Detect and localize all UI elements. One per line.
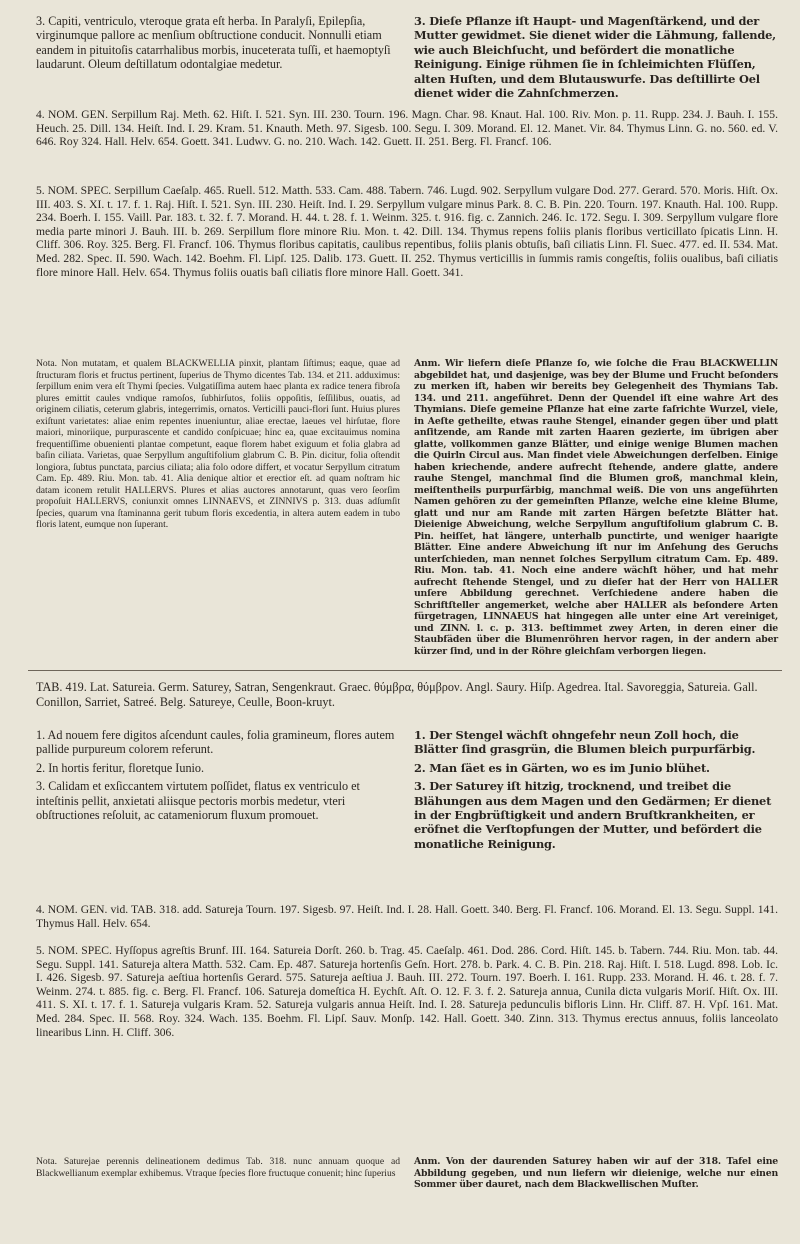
satureia-german-item-1: 1. Der Stengel wächſt ohngefehr neun Zoll hoch, die Blätter ſind grasgrün, die Blumen bleich purpurfärbig. — [414, 728, 756, 757]
satureia-nom-spec: 5. NOM. SPEC. Hyſſopus agreſtis Brunf. III. 164. Satureia Dorſt. 260. b. Trag. 45. Caeſalp. 461. Dod. 286. Cord. Hiſt. 145. b. Tabern. 744. Riu. Mon. tab. 44. Segu. Suppl. 141. Satureja altera Matth. 532. Cam. Ep. 487. Satureja hortenſis Geſn. Hort. 278. b. Park. 4. C. B. Pin. 218. Raj. Hiſt. I. 518. Lugd. 898. Lob. Ic. I. 426. Sigesb. 97. Satureja aeſtiua hortenſis Gerard. 575. Satureja aeſtiua J. Bauh. III. 272. Tourn. 197. Boerh. I. 161. Rupp. 233. Morand. H. 46. t. 28. f. 7. Weinm. 274. t. 885. fig. c. Berg. Fl. Francf. 106. Satureja domeſtica H. Eychſt. Aſt. O. 12. F. 3. f. 2. Satureja annua, Cunila dicta vulgaris Moriſ. Hiſt. Ox. III. 411. S. XI. t. 17. f. 1. Satureja vulgaris Kram. 52. Satureja vulgaris annua Heiſt. Ind. I. 28. Satureja pedunculis bifloris Linn. Hr. Cliff. 87. H. Vpſ. 161. Mat. Med. 284. Spec. II. 568. Roy. 324. Wach. 135. Boehm. Fl. Lipſ. Sauv. Monſp. 142. Hall. Goett. 340. Zinn. 313. Thymus erectus annuus, foliis lanceolato linearibus Linn. H. Cliff. 306. — [36, 944, 778, 1039]
serpyllum-nom-gen: 4. NOM. GEN. Serpillum Raj. Meth. 62. Hiſt. I. 521. Syn. III. 230. Tourn. 196. Magn. Char. 98. Knaut. Hal. 100. Riv. Mon. p. 11. Rupp. 234. J. Bauh. I. 155. Heuch. 25. Dill. 134. Heiſt. Ind. I. 29. Kram. 51. Knauth. Meth. 97. Sigesb. 100. Segu. I. 309. Morand. El. 12. Manet. Vir. 84. Thymus Linn. G. no. 560. ed. V. 646. Roy 324. Hall. Helv. 654. Goett. 341. Ludwv. G. no. 210. Wach. 142. Guett. II. 251. Berg. Fl. Francf. 106. — [36, 108, 778, 149]
satureia-latin-item-3: 3. Calidam et exſiccantem virtutem poſſidet, flatus ex ventriculo et inteſtinis pellit, anxietati aliisque pectoris morbis medetur, vteri obſtructiones reſoluit, ac catameniorum fluxum promouet. — [36, 779, 360, 823]
satureia-table-heading: TAB. 419. Lat. Satureia. Germ. Saturey, Satran, Sengenkraut. Graec. θύμβρα, θύμβρον. Angl. Saury. Hiſp. Agedrea. Ital. Savoreggia, Satureia. Gall. Conillon, Sarriet, Satreé. Belg. Satureye, Ceulle, Boon-kruyt. — [36, 680, 758, 709]
satureia-german-description — [414, 728, 778, 855]
satureia-latin-description — [36, 728, 400, 855]
satureia-latin-item-2: 2. In hortis feritur, floretque Iunio. — [36, 760, 205, 775]
serpyllum-anmerkung-german: Anm. Wir liefern dieſe Pflanze ſo, wie ſolche die Frau BLACKWELLIN abgebildet hat, und dasjenige, was bey der Blume und Frucht beſonders zu merken iſt, haben wir bereits bey Gelegenheit des Thymians Tab. 134. und 211. angeführet. Denn der Quendel iſt eine wahre Art des Thymians. Dieſe gemeine Pflanze hat eine zarte faſrichte Wurzel, viele, in Aeſte getheilte, etwas rauhe Stengel, einander gegen über und platt anſitzende, am Rande mit zarten Haaren gezierte, im übrigen aber glatte, vollkommen ganze Blätter, und einige wenige Blumen machen die Quirln Circul aus. Man findet viele Abweichungen derſelben. Einige haben kriechende, andere aufrecht ſtehende, andere glatte, andere rauhe Stengel, manchmal ſind die Blumen groß, manchmal klein, meiſtentheils purpurfärbig, manchmal weiß. Die von uns angeführten Namen gehören zu der gemeinſten Pflanze, welche eine kleine Blume, glatt und nur am Rande mit zarten Härgen beſetzte Blätter hat. Dieienige Abweichung, welche Serpyllum anguſtifolium glabrum C. B. Pin. heiſſet, hat längere, unterhalb punctirte, und weniger haarigte Blätter. Eine andere Abweichung iſt nur im Anſehung des Geruchs unterſchieden, man nennet ſolches Serpyllum citratum Cam. Ep. 489. Riu. Mon. tab. 41. Noch eine andere wächſt höher, und hat mehr aufrecht ſtehende Stengel, und zu dieſer hat der Herr von HALLER unſere Abbildung gerechnet. Verſchiedene andere haben die Schriftſteller angemerket, welche aber HALLER als beſondere Arten fürgetragen, LINNAEUS hat hingegen alle unter eine Art vereiniget, und ZINN. l. c. p. 313. beſtimmet zwey Arten, in deren einer die Staubfäden über die Blumenröhren hervor ragen, in der andern aber kürzer ſind, und in der Röhre gleichſam verborgen liegen. — [414, 358, 778, 657]
satureia-latin-item-1: 1. Ad nouem fere digitos aſcendunt caules, folia gramineum, flores autem pallide purpureum colorem referunt. — [36, 728, 395, 757]
satureia-description — [36, 728, 778, 855]
section-top-properties — [36, 14, 778, 100]
section-divider — [28, 670, 782, 671]
serpyllum-nom-spec: 5. NOM. SPEC. Serpillum Caeſalp. 465. Ruell. 512. Matth. 533. Cam. 488. Tabern. 746. Lugd. 902. Serpyllum vulgare Dod. 277. Gerard. 570. Moris. Hiſt. Ox. III. 403. S. XI. t. 17. f. 1. Raj. Hiſt. I. 521. Syn. III. 230. Heiſt. Ind. I. 29. Serpyllum vulgare minus Park. 8. C. B. Pin. 220. Tourn. 197. Knauth. Hal. 100. Rupp. 234. Boerh. I. 155. Vaill. Par. 183. t. 32. f. 7. Morand. H. 44. t. 28. f. 1. Weinm. 325. t. 916. fig. c. Zannich. 246. Ic. 172. Segu. I. 309. Serpyllum vulgare flore media parte minori J. Bauh. III. b. 269. Serpillum flore minore Riu. Mon. t. 42. Dill. 134. Thymus repens foliis planis floribus verticillato ſpicatis Linn. H. Cliff. 306. Roy. 325. Berg. Fl. Francf. 106. Thymus floribus capitatis, caulibus repentibus, foliis planis obtuſis, baſi ciliatis Linn. Fl. Suec. 477. ed. II. 534. Mat. Med. 282. Spec. II. 590. Wach. 142. Boehm. Fl. Lipſ. 125. Dalib. 173. Guett. II. 252. Thymus verticillis in ſummis ramis congeſtis, foliis oualibus, baſi ciliatis flore minore Hall. Helv. 654. Thymus foliis ouatis baſi ciliatis flore minore Hall. Goett. 341. — [36, 184, 778, 279]
satureia-nom-gen: 4. NOM. GEN. vid. TAB. 318. add. Satureja Tourn. 197. Sigesb. 97. Heiſt. Ind. I. 28. Hall. Goett. 340. Berg. Fl. Francf. 106. Morand. El. 13. Segu. Suppl. 141. Thymus Hall. Helv. 654. — [36, 903, 778, 930]
serpyllum-notes — [36, 358, 778, 657]
satureia-notes — [36, 1156, 778, 1191]
satureia-german-item-2: 2. Man ſäet es in Gärten, wo es im Junio blühet. — [414, 760, 710, 775]
serpyllum-nota-latin: Nota. Non mutatam, et qualem BLACKWELLIA pinxit, plantam ſiſtimus; eaque, quae ad ſtructuram floris et fructus pertinent, ſuperius de Thymo dicentes Tab. 134. et 211. adduximus: ſerpillum enim vera eſt Thymi ſpecies. Vulgatiſſima autem haec planta ex radice tenera fibroſa plures emittit caules vndique ramoſos, ſubhirſutos, foliis oppoſitis, ſeſſilibus, ouatis, ad originem ciliatis, ceterum glabris, integerrimis, ornatos. Verticilli pauci-flori ſunt. Huius plures exiſtunt varietates: aliae enim repentes inueniuntur, aliae erectae, laeues vel hirſutae, flore maiori, minoriique, purpurascente et candido conſpicuae; hinc ea, quae excitauimus nomina frequentiſſime obuenienti plantae competunt, eaque florem habet exiguum et folia glabra ad baſin ciliata. Varietas, quae Serpyllum anguſtifolium glabrum C. B. Pin. dicitur, folia oſtendit longiora, ſubtus punctata, parcius ciliata; alia folo odore differt, et vocatur Serpyllum citratum Cam. Ep. 489. Riu. Mon. tab. 41. Alia denique altior et erectior eſt. ad quam noſtram hic datam iconem retulit HALLERVS. Plures et alias auctores annotarunt, quas vero ſeorſim propoſuit HALLERVS, coniunxit omnes LINNAEVS, et ZINNIVS p. 313. duas adſumſit ſpecies, quarum vna ſtaminanna gerit tubum floris excedentia, in altera autem eadem in tubo floris latent, eumque non ſuperant. — [36, 358, 400, 530]
satureia-german-item-3: 3. Der Saturey iſt hitzig, trocknend, und treibet die Blähungen aus dem Magen und den Gedärmen; Er dienet in der Engbrüſtigkeit und andern Bruſtkrankheiten, er eröfnet die Verſtopfungen der Mutter, und befördert die monatliche Reinigung. — [414, 779, 772, 851]
satureia-nota-latin: Nota. Saturejae perennis delineationem dedimus Tab. 318. nunc annuam quoque ad Blackwellianum exemplar exhibemus. Vtraque ſpecies flore fructuque conuenit; hinc ſuperius — [36, 1156, 400, 1179]
german-properties: 3. Dieſe Pflanze iſt Haupt- und Magenſtärkend, und der Mutter gewidmet. Sie dienet wider die Lähmung, fallende, wie auch Bleichſucht, und befördert die monatliche Reinigung. Einige rühmen ſie in ſchleimichten Flüſſen, alten Huſten, und dem Blutauswurfe. Das deſtillirte Oel dienet wider die Zahnſchmerzen. — [414, 14, 776, 101]
latin-properties: 3. Capiti, ventriculo, vteroque grata eſt herba. In Paralyſi, Epilepſia, virginumque pallore ac menſium obſtructione conducit. Nonnulli etiam eandem in pituitoſis catarrhalibus morbis, inuceterata tuſſi, et haemoptyſi laudarunt. Oleum deſtillatum odontalgiae medetur. — [36, 14, 391, 72]
satureia-anmerkung-german: Anm. Von der daurenden Saturey haben wir auf der 318. Tafel eine Abbildung gegeben, und nun liefern wir dieienige, welche nur einen Sommer über dauret, nach dem Blackwellischen Muſter. — [414, 1156, 778, 1190]
